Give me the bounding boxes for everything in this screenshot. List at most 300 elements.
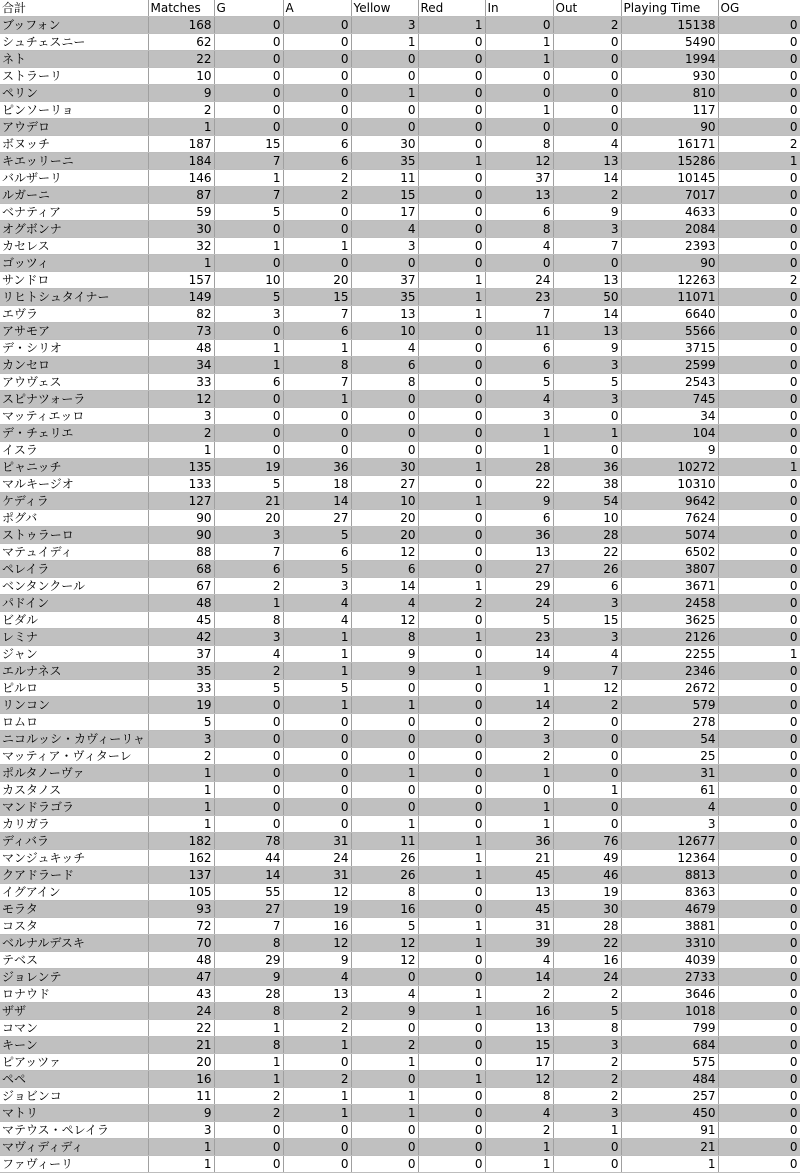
yellow-cell: 12 [351, 952, 418, 969]
table-row [0, 425, 800, 442]
yellow-cell: 0 [351, 68, 418, 85]
table-row [0, 561, 800, 578]
player-name: クアドラード [0, 867, 148, 884]
yellow-cell: 16 [351, 901, 418, 918]
playing-time-cell: 5566 [621, 323, 718, 340]
out-cell: 15 [553, 612, 621, 629]
playing-time-cell: 3625 [621, 612, 718, 629]
yellow-cell: 0 [351, 680, 418, 697]
in-cell: 14 [485, 697, 553, 714]
yellow-cell: 10 [351, 493, 418, 510]
in-cell: 23 [485, 289, 553, 306]
table-row [0, 1105, 800, 1122]
matches-cell: 48 [148, 595, 214, 612]
matches-cell: 1 [148, 765, 214, 782]
own-goals-cell: 0 [718, 357, 800, 374]
own-goals-cell: 0 [718, 1054, 800, 1071]
playing-time-cell: 257 [621, 1088, 718, 1105]
table-row [0, 697, 800, 714]
assists-cell: 0 [283, 408, 351, 425]
table-row [0, 170, 800, 187]
own-goals-cell: 0 [718, 85, 800, 102]
out-cell: 30 [553, 901, 621, 918]
own-goals-cell: 0 [718, 221, 800, 238]
table-row [0, 663, 800, 680]
out-cell: 14 [553, 306, 621, 323]
out-cell: 0 [553, 1156, 621, 1173]
goals-cell: 0 [214, 1122, 283, 1139]
yellow-cell: 8 [351, 884, 418, 901]
playing-time-cell: 2346 [621, 663, 718, 680]
player-name: キーン [0, 1037, 148, 1054]
red-cell: 0 [418, 323, 485, 340]
yellow-cell: 0 [351, 714, 418, 731]
table-row [0, 1088, 800, 1105]
matches-cell: 1 [148, 442, 214, 459]
out-cell: 0 [553, 714, 621, 731]
goals-cell: 0 [214, 765, 283, 782]
player-name: デ・チェリエ [0, 425, 148, 442]
red-cell: 1 [418, 459, 485, 476]
assists-cell: 0 [283, 748, 351, 765]
goals-cell: 21 [214, 493, 283, 510]
playing-time-cell: 4679 [621, 901, 718, 918]
in-cell: 28 [485, 459, 553, 476]
yellow-cell: 1 [351, 1054, 418, 1071]
assists-cell: 5 [283, 527, 351, 544]
table-row [0, 969, 800, 986]
matches-cell: 22 [148, 51, 214, 68]
table-row [0, 731, 800, 748]
goals-cell: 44 [214, 850, 283, 867]
yellow-cell: 0 [351, 731, 418, 748]
player-name: アウデロ [0, 119, 148, 136]
own-goals-cell: 0 [718, 629, 800, 646]
player-name: ケディラ [0, 493, 148, 510]
own-goals-cell: 0 [718, 952, 800, 969]
yellow-cell: 3 [351, 238, 418, 255]
table-row [0, 102, 800, 119]
playing-time-cell: 810 [621, 85, 718, 102]
playing-time-cell: 15286 [621, 153, 718, 170]
in-cell: 0 [485, 68, 553, 85]
assists-cell: 14 [283, 493, 351, 510]
table-row [0, 85, 800, 102]
goals-cell: 7 [214, 153, 283, 170]
goals-cell: 2 [214, 1105, 283, 1122]
in-cell: 23 [485, 629, 553, 646]
own-goals-cell: 0 [718, 408, 800, 425]
red-cell: 0 [418, 51, 485, 68]
out-cell: 50 [553, 289, 621, 306]
goals-cell: 78 [214, 833, 283, 850]
in-cell: 27 [485, 561, 553, 578]
own-goals-cell: 1 [718, 153, 800, 170]
matches-cell: 1 [148, 255, 214, 272]
yellow-cell: 1 [351, 697, 418, 714]
out-cell: 5 [553, 1003, 621, 1020]
matches-cell: 30 [148, 221, 214, 238]
assists-cell: 4 [283, 612, 351, 629]
red-cell: 0 [418, 799, 485, 816]
matches-cell: 168 [148, 17, 214, 34]
in-cell: 45 [485, 867, 553, 884]
own-goals-cell: 2 [718, 272, 800, 289]
playing-time-cell: 2393 [621, 238, 718, 255]
red-cell: 0 [418, 187, 485, 204]
red-cell: 0 [418, 697, 485, 714]
player-name: モラタ [0, 901, 148, 918]
out-cell: 5 [553, 374, 621, 391]
goals-cell: 1 [214, 1071, 283, 1088]
assists-cell: 6 [283, 323, 351, 340]
assists-cell: 6 [283, 136, 351, 153]
red-cell: 0 [418, 425, 485, 442]
red-cell: 0 [418, 612, 485, 629]
matches-cell: 32 [148, 238, 214, 255]
in-cell: 12 [485, 153, 553, 170]
own-goals-cell: 0 [718, 697, 800, 714]
own-goals-cell: 0 [718, 493, 800, 510]
assists-cell: 0 [283, 816, 351, 833]
table-row [0, 1037, 800, 1054]
own-goals-cell: 0 [718, 1156, 800, 1173]
red-cell: 1 [418, 493, 485, 510]
matches-cell: 42 [148, 629, 214, 646]
red-cell: 0 [418, 170, 485, 187]
matches-cell: 187 [148, 136, 214, 153]
matches-cell: 1 [148, 119, 214, 136]
table-row [0, 51, 800, 68]
red-cell: 0 [418, 748, 485, 765]
playing-time-cell: 2733 [621, 969, 718, 986]
assists-cell: 16 [283, 918, 351, 935]
red-cell: 1 [418, 272, 485, 289]
playing-time-cell: 3715 [621, 340, 718, 357]
red-cell: 1 [418, 935, 485, 952]
table-row [0, 221, 800, 238]
player-name: ボヌッチ [0, 136, 148, 153]
goals-cell: 10 [214, 272, 283, 289]
goals-cell: 1 [214, 170, 283, 187]
matches-cell: 47 [148, 969, 214, 986]
playing-time-cell: 12364 [621, 850, 718, 867]
matches-cell: 9 [148, 1105, 214, 1122]
table-row [0, 408, 800, 425]
out-cell: 0 [553, 731, 621, 748]
own-goals-cell: 0 [718, 935, 800, 952]
out-cell: 12 [553, 680, 621, 697]
matches-cell: 184 [148, 153, 214, 170]
red-cell: 0 [418, 816, 485, 833]
out-cell: 3 [553, 357, 621, 374]
playing-time-cell: 8813 [621, 867, 718, 884]
out-cell: 7 [553, 663, 621, 680]
own-goals-cell: 0 [718, 527, 800, 544]
assists-cell: 12 [283, 935, 351, 952]
playing-time-cell: 1018 [621, 1003, 718, 1020]
goals-cell: 0 [214, 34, 283, 51]
assists-cell: 0 [283, 1156, 351, 1173]
in-cell: 15 [485, 1037, 553, 1054]
in-cell: 14 [485, 969, 553, 986]
yellow-cell: 26 [351, 867, 418, 884]
matches-cell: 19 [148, 697, 214, 714]
table-row [0, 867, 800, 884]
out-cell: 1 [553, 782, 621, 799]
assists-cell: 1 [283, 340, 351, 357]
own-goals-cell: 0 [718, 595, 800, 612]
own-goals-cell: 0 [718, 425, 800, 442]
in-cell: 24 [485, 272, 553, 289]
goals-cell: 0 [214, 799, 283, 816]
goals-cell: 3 [214, 306, 283, 323]
own-goals-cell: 0 [718, 782, 800, 799]
table-row [0, 952, 800, 969]
table-row [0, 289, 800, 306]
yellow-cell: 0 [351, 799, 418, 816]
yellow-cell: 1 [351, 765, 418, 782]
red-cell: 0 [418, 119, 485, 136]
player-name: ペレイラ [0, 561, 148, 578]
own-goals-cell: 0 [718, 34, 800, 51]
own-goals-cell: 0 [718, 901, 800, 918]
in-cell: 1 [485, 102, 553, 119]
matches-cell: 3 [148, 408, 214, 425]
player-name: ジャン [0, 646, 148, 663]
in-cell: 0 [485, 255, 553, 272]
goals-cell: 4 [214, 646, 283, 663]
matches-cell: 9 [148, 85, 214, 102]
own-goals-cell: 0 [718, 1003, 800, 1020]
out-cell: 3 [553, 221, 621, 238]
matches-cell: 73 [148, 323, 214, 340]
red-cell: 0 [418, 238, 485, 255]
goals-cell: 6 [214, 561, 283, 578]
playing-time-cell: 117 [621, 102, 718, 119]
matches-cell: 24 [148, 1003, 214, 1020]
yellow-cell: 3 [351, 17, 418, 34]
player-name: エヴラ [0, 306, 148, 323]
red-cell: 0 [418, 357, 485, 374]
player-name: ベンタンクール [0, 578, 148, 595]
out-cell: 4 [553, 136, 621, 153]
matches-cell: 62 [148, 34, 214, 51]
playing-time-cell: 10310 [621, 476, 718, 493]
header-assists: A [283, 0, 351, 17]
out-cell: 54 [553, 493, 621, 510]
own-goals-cell: 0 [718, 867, 800, 884]
header-own-goals: OG [718, 0, 800, 17]
yellow-cell: 4 [351, 986, 418, 1003]
table-row [0, 884, 800, 901]
yellow-cell: 0 [351, 442, 418, 459]
table-row [0, 476, 800, 493]
player-name: ビダル [0, 612, 148, 629]
red-cell: 0 [418, 1020, 485, 1037]
table-row [0, 1122, 800, 1139]
assists-cell: 5 [283, 561, 351, 578]
assists-cell: 1 [283, 238, 351, 255]
playing-time-cell: 15138 [621, 17, 718, 34]
player-name: マッティア・ヴィターレ [0, 748, 148, 765]
playing-time-cell: 34 [621, 408, 718, 425]
own-goals-cell: 0 [718, 561, 800, 578]
matches-cell: 93 [148, 901, 214, 918]
out-cell: 3 [553, 1037, 621, 1054]
goals-cell: 8 [214, 1037, 283, 1054]
matches-cell: 43 [148, 986, 214, 1003]
yellow-cell: 0 [351, 119, 418, 136]
in-cell: 1 [485, 51, 553, 68]
red-cell: 0 [418, 136, 485, 153]
player-name: コマン [0, 1020, 148, 1037]
playing-time-cell: 278 [621, 714, 718, 731]
in-cell: 45 [485, 901, 553, 918]
own-goals-cell: 0 [718, 442, 800, 459]
yellow-cell: 9 [351, 646, 418, 663]
table-row [0, 493, 800, 510]
own-goals-cell: 0 [718, 119, 800, 136]
playing-time-cell: 9 [621, 442, 718, 459]
in-cell: 4 [485, 952, 553, 969]
assists-cell: 24 [283, 850, 351, 867]
table-row [0, 595, 800, 612]
playing-time-cell: 4633 [621, 204, 718, 221]
table-row [0, 136, 800, 153]
own-goals-cell: 0 [718, 1071, 800, 1088]
out-cell: 3 [553, 391, 621, 408]
goals-cell: 0 [214, 85, 283, 102]
header-row [0, 0, 800, 17]
yellow-cell: 14 [351, 578, 418, 595]
goals-cell: 0 [214, 323, 283, 340]
yellow-cell: 6 [351, 357, 418, 374]
assists-cell: 0 [283, 119, 351, 136]
playing-time-cell: 2084 [621, 221, 718, 238]
in-cell: 4 [485, 238, 553, 255]
own-goals-cell: 0 [718, 714, 800, 731]
in-cell: 1 [485, 425, 553, 442]
own-goals-cell: 0 [718, 1037, 800, 1054]
player-name: リンコン [0, 697, 148, 714]
yellow-cell: 0 [351, 1122, 418, 1139]
in-cell: 1 [485, 799, 553, 816]
yellow-cell: 26 [351, 850, 418, 867]
player-name: イスラ [0, 442, 148, 459]
playing-time-cell: 12677 [621, 833, 718, 850]
matches-cell: 87 [148, 187, 214, 204]
assists-cell: 1 [283, 1088, 351, 1105]
player-name: ルガーニ [0, 187, 148, 204]
table-row [0, 391, 800, 408]
red-cell: 1 [418, 306, 485, 323]
matches-cell: 34 [148, 357, 214, 374]
out-cell: 2 [553, 1054, 621, 1071]
player-name: サンドロ [0, 272, 148, 289]
player-name: ピンソーリョ [0, 102, 148, 119]
goals-cell: 0 [214, 391, 283, 408]
own-goals-cell: 0 [718, 374, 800, 391]
player-name: リヒトシュタイナー [0, 289, 148, 306]
out-cell: 3 [553, 595, 621, 612]
assists-cell: 0 [283, 102, 351, 119]
out-cell: 2 [553, 1071, 621, 1088]
goals-cell: 0 [214, 816, 283, 833]
yellow-cell: 35 [351, 153, 418, 170]
assists-cell: 1 [283, 391, 351, 408]
playing-time-cell: 3807 [621, 561, 718, 578]
own-goals-cell: 0 [718, 833, 800, 850]
player-name: マンジュキッチ [0, 850, 148, 867]
in-cell: 2 [485, 748, 553, 765]
goals-cell: 0 [214, 408, 283, 425]
out-cell: 0 [553, 102, 621, 119]
matches-cell: 133 [148, 476, 214, 493]
player-name: カリガラ [0, 816, 148, 833]
player-name: デ・シリオ [0, 340, 148, 357]
red-cell: 0 [418, 782, 485, 799]
goals-cell: 1 [214, 1020, 283, 1037]
assists-cell: 0 [283, 1139, 351, 1156]
player-name: ペペ [0, 1071, 148, 1088]
in-cell: 2 [485, 714, 553, 731]
out-cell: 46 [553, 867, 621, 884]
goals-cell: 0 [214, 102, 283, 119]
goals-cell: 3 [214, 527, 283, 544]
table-row [0, 935, 800, 952]
playing-time-cell: 2458 [621, 595, 718, 612]
assists-cell: 0 [283, 85, 351, 102]
in-cell: 1 [485, 1156, 553, 1173]
playing-time-cell: 745 [621, 391, 718, 408]
playing-time-cell: 8363 [621, 884, 718, 901]
goals-cell: 7 [214, 544, 283, 561]
player-name: マヴィディディ [0, 1139, 148, 1156]
matches-cell: 45 [148, 612, 214, 629]
goals-cell: 5 [214, 204, 283, 221]
yellow-cell: 0 [351, 408, 418, 425]
matches-cell: 137 [148, 867, 214, 884]
player-name: ベナティア [0, 204, 148, 221]
out-cell: 13 [553, 272, 621, 289]
goals-cell: 0 [214, 425, 283, 442]
table-row [0, 850, 800, 867]
playing-time-cell: 3646 [621, 986, 718, 1003]
own-goals-cell: 0 [718, 238, 800, 255]
red-cell: 0 [418, 1105, 485, 1122]
out-cell: 24 [553, 969, 621, 986]
goals-cell: 28 [214, 986, 283, 1003]
matches-cell: 2 [148, 748, 214, 765]
assists-cell: 0 [283, 68, 351, 85]
playing-time-cell: 5490 [621, 34, 718, 51]
table-row [0, 714, 800, 731]
player-name: パドイン [0, 595, 148, 612]
yellow-cell: 20 [351, 510, 418, 527]
in-cell: 2 [485, 1122, 553, 1139]
matches-cell: 182 [148, 833, 214, 850]
player-name: ベルナルデスキ [0, 935, 148, 952]
player-name: ストラーリ [0, 68, 148, 85]
in-cell: 6 [485, 510, 553, 527]
own-goals-cell: 0 [718, 986, 800, 1003]
red-cell: 0 [418, 969, 485, 986]
assists-cell: 0 [283, 765, 351, 782]
out-cell: 2 [553, 986, 621, 1003]
matches-cell: 72 [148, 918, 214, 935]
matches-cell: 12 [148, 391, 214, 408]
